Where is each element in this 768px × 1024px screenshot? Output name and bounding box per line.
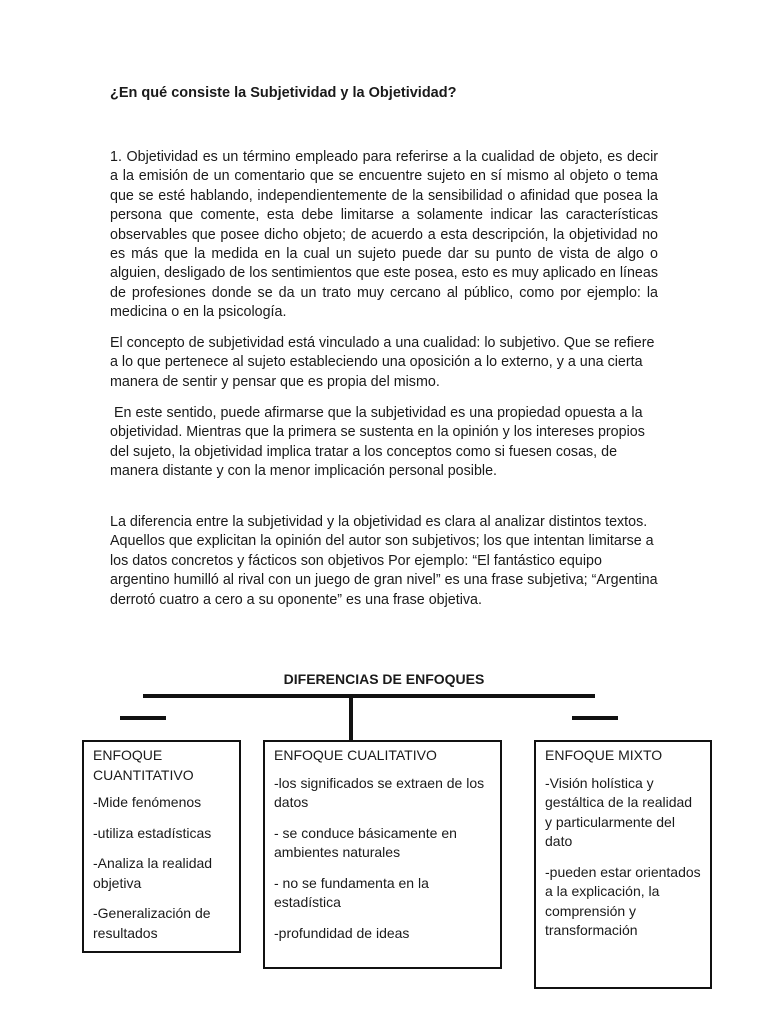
- box-item: -los significados se extraen de los datos: [274, 774, 485, 810]
- box-enfoque-mixto: [534, 740, 712, 989]
- box-item: -Analiza la realidad objetiva: [93, 855, 213, 891]
- document-title: ¿En qué consiste la Subjetividad y la Objetividad?: [110, 85, 457, 101]
- paragraph-comparacion: En este sentido, puede afirmarse que la subjetividad es una propiedad opuesta a la objetividad. Mientras que la primera se sustenta en la opinión y los intereses propios del sujeto, la objetividad implica tratar a los conceptos como si fuesen cosas, de manera distante y con la menor implicación personal posible.: [110, 405, 649, 480]
- connector-horizontal-bar: [143, 694, 595, 698]
- connector-right-tick: [572, 716, 618, 720]
- paragraph-objetividad: 1. Objetividad es un término empleado para referirse a la cualidad de objeto, es decir a la emisión de un comentario que se encuentre sujeto en sí mismo al objeto o tema que se esté hablando, independientemente de la sensibilidad o afinidad que posea la persona que comente, esta debe limitarse a solamente indicar las características observables que posee dicho objeto; de acuerdo a esta descripción, la objetividad no es más que la medida en la cual un sujeto puede dar su punto de vista de algo o alguien, desligado de los sentimientos que este posea, esto es muy aplicado en líneas de profesiones donde se da un trato muy cercano al público, como por ejemplo: la medicina o en la psicología.: [110, 149, 658, 321]
- box-heading: ENFOQUE MIXTO: [545, 747, 663, 763]
- paragraph-diferencia: La diferencia entre la subjetividad y la objetividad es clara al analizar distintos textos. Aquellos que explicitan la opinión del autor son subjetivos; los que intentan limitarse a los datos concretos y fácticos son objetivos Por ejemplo: “El fantástico equipo argentino humilló al rival con un juego de gran nivel” es una frase subjetiva; “Argentina derrotó cuatro a cero a su oponente” es una frase objetiva.: [110, 514, 658, 608]
- box-enfoque-cuantitativo: [82, 740, 241, 953]
- box-item: -utiliza estadísticas: [93, 824, 212, 841]
- box-item: -pueden estar orientados a la explicación, la comprensión y transformación: [545, 863, 701, 938]
- box-item: -Mide fenómenos: [93, 794, 202, 810]
- box-item: - no se fundamenta en la estadística: [274, 874, 429, 910]
- box-item: -Visión holística y gestáltica de la realidad y particularmente del dato: [545, 774, 693, 849]
- connector-center-stem: [349, 697, 353, 742]
- box-item: -Generalización de resultados: [93, 905, 211, 941]
- box-heading: ENFOQUE CUANTITATIVO: [93, 747, 194, 783]
- diagram-title: DIFERENCIAS DE ENFOQUES: [283, 671, 485, 687]
- box-item: -profundidad de ideas: [274, 924, 410, 941]
- paragraph-subjetividad: El concepto de subjetividad está vinculado a una cualidad: lo subjetivo. Que se refiere a lo que pertenece al sujeto estableciendo una oposición a lo externo, y a una cierta manera de sentir y pensar que es propia del mismo.: [110, 335, 655, 390]
- box-enfoque-cualitativo: [263, 740, 502, 969]
- box-item: - se conduce básicamente en ambientes naturales: [274, 824, 457, 860]
- connector-left-tick: [120, 716, 166, 720]
- box-heading: ENFOQUE CUALITATIVO: [274, 747, 437, 763]
